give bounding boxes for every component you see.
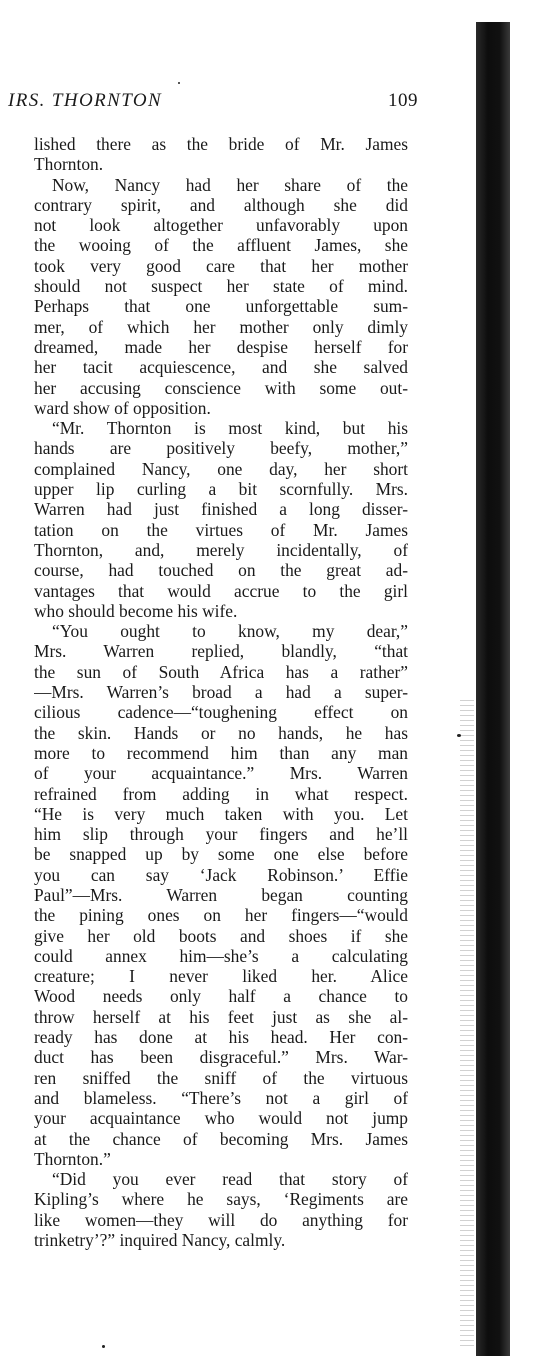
text-line: vantages that would accrue to the girl bbox=[34, 580, 408, 601]
text-line: refrained from adding in what respect. bbox=[34, 783, 408, 804]
text-line: Paul”—Mrs. Warren began counting bbox=[34, 884, 408, 905]
text-line: dreamed, made her despise herself for bbox=[34, 336, 408, 357]
text-line: the skin. Hands or no hands, he has bbox=[34, 722, 408, 743]
text-line: be snapped up by some one else before bbox=[34, 844, 408, 865]
text-line: throw herself at his feet just as she al- bbox=[34, 1006, 408, 1027]
text-line: tation on the virtues of Mr. James bbox=[34, 519, 408, 540]
text-line: Thornton.” bbox=[34, 1148, 111, 1169]
text-line: the sun of South Africa has a rather” bbox=[34, 661, 408, 682]
text-line: who should become his wife. bbox=[34, 600, 238, 621]
text-line: and blameless. “There’s not a girl of bbox=[34, 1087, 408, 1108]
text-line: like women—they will do anything for bbox=[34, 1209, 408, 1230]
text-line: hands are positively beefy, mother,” bbox=[34, 438, 408, 459]
text-line: “Mr. Thornton is most kind, but his bbox=[52, 418, 408, 439]
text-line: ward show of opposition. bbox=[34, 397, 211, 418]
text-line: Kipling’s where he says, ‘Regiments are bbox=[34, 1189, 408, 1210]
text-line: the pining ones on her fingers—“would bbox=[34, 905, 408, 926]
text-line: give her old boots and shoes if she bbox=[34, 925, 408, 946]
text-line: —Mrs. Warren’s broad a had a super- bbox=[34, 682, 408, 703]
body-text bbox=[34, 134, 408, 1250]
text-line: “You ought to know, my dear,” bbox=[52, 621, 408, 642]
ink-speck bbox=[102, 1345, 105, 1348]
text-line: Warren had just finished a long disser- bbox=[34, 499, 408, 520]
book-spine-edge bbox=[476, 22, 510, 1356]
running-head: IRS. THORNTON bbox=[8, 90, 163, 111]
page-header bbox=[8, 90, 418, 116]
page-number: 109 bbox=[388, 90, 418, 111]
text-line: creature; I never liked her. Alice bbox=[34, 966, 408, 987]
text-line: him slip through your fingers and he’ll bbox=[34, 824, 408, 845]
text-line: Thornton, and, merely incidentally, of bbox=[34, 539, 408, 560]
text-line: could annex him—she’s a calculating bbox=[34, 945, 408, 966]
text-line: at the chance of becoming Mrs. James bbox=[34, 1128, 408, 1149]
text-line: trinketry’?” inquired Nancy, calmly. bbox=[34, 1230, 286, 1251]
text-line: took very good care that her mother bbox=[34, 255, 408, 276]
text-line: Perhaps that one unforgettable sum- bbox=[34, 296, 408, 317]
text-line: Now, Nancy had her share of the bbox=[52, 174, 408, 195]
text-line: Thornton. bbox=[34, 154, 104, 175]
text-line: course, had touched on the great ad- bbox=[34, 560, 408, 581]
text-line: her accusing conscience with some out- bbox=[34, 377, 408, 398]
text-line: Wood needs only half a chance to bbox=[34, 986, 408, 1007]
text-line: more to recommend him than any man bbox=[34, 742, 408, 763]
text-line: ready has done at his head. Her con- bbox=[34, 1027, 408, 1048]
text-line: ren sniffed the sniff of the virtuous bbox=[34, 1067, 408, 1088]
ink-speck bbox=[457, 734, 461, 737]
text-line: “He is very much taken with you. Let bbox=[34, 803, 408, 824]
text-line: upper lip curling a bit scornfully. Mrs. bbox=[34, 479, 408, 500]
text-line: your acquaintance who would not jump bbox=[34, 1108, 408, 1129]
page-gutter-shadow bbox=[460, 700, 474, 1350]
text-line: should not suspect her state of mind. bbox=[34, 276, 408, 297]
ink-speck bbox=[178, 82, 180, 84]
text-line: duct has been disgraceful.” Mrs. War- bbox=[34, 1047, 408, 1068]
text-line: of your acquaintance.” Mrs. Warren bbox=[34, 763, 408, 784]
text-line: mer, of which her mother only dimly bbox=[34, 316, 408, 337]
text-line: lished there as the bride of Mr. James bbox=[34, 134, 408, 154]
text-line: the wooing of the affluent James, she bbox=[34, 235, 408, 256]
text-line: her tacit acquiescence, and she salved bbox=[34, 357, 408, 378]
text-line: Mrs. Warren replied, blandly, “that bbox=[34, 641, 408, 662]
text-line: you can say ‘Jack Robinson.’ Effie bbox=[34, 864, 408, 885]
text-line: contrary spirit, and although she did bbox=[34, 194, 408, 215]
text-line: not look altogether unfavorably upon bbox=[34, 215, 408, 236]
text-line: cilious cadence—“toughening effect on bbox=[34, 702, 408, 723]
text-line: complained Nancy, one day, her short bbox=[34, 458, 408, 479]
text-line: “Did you ever read that story of bbox=[52, 1169, 408, 1190]
